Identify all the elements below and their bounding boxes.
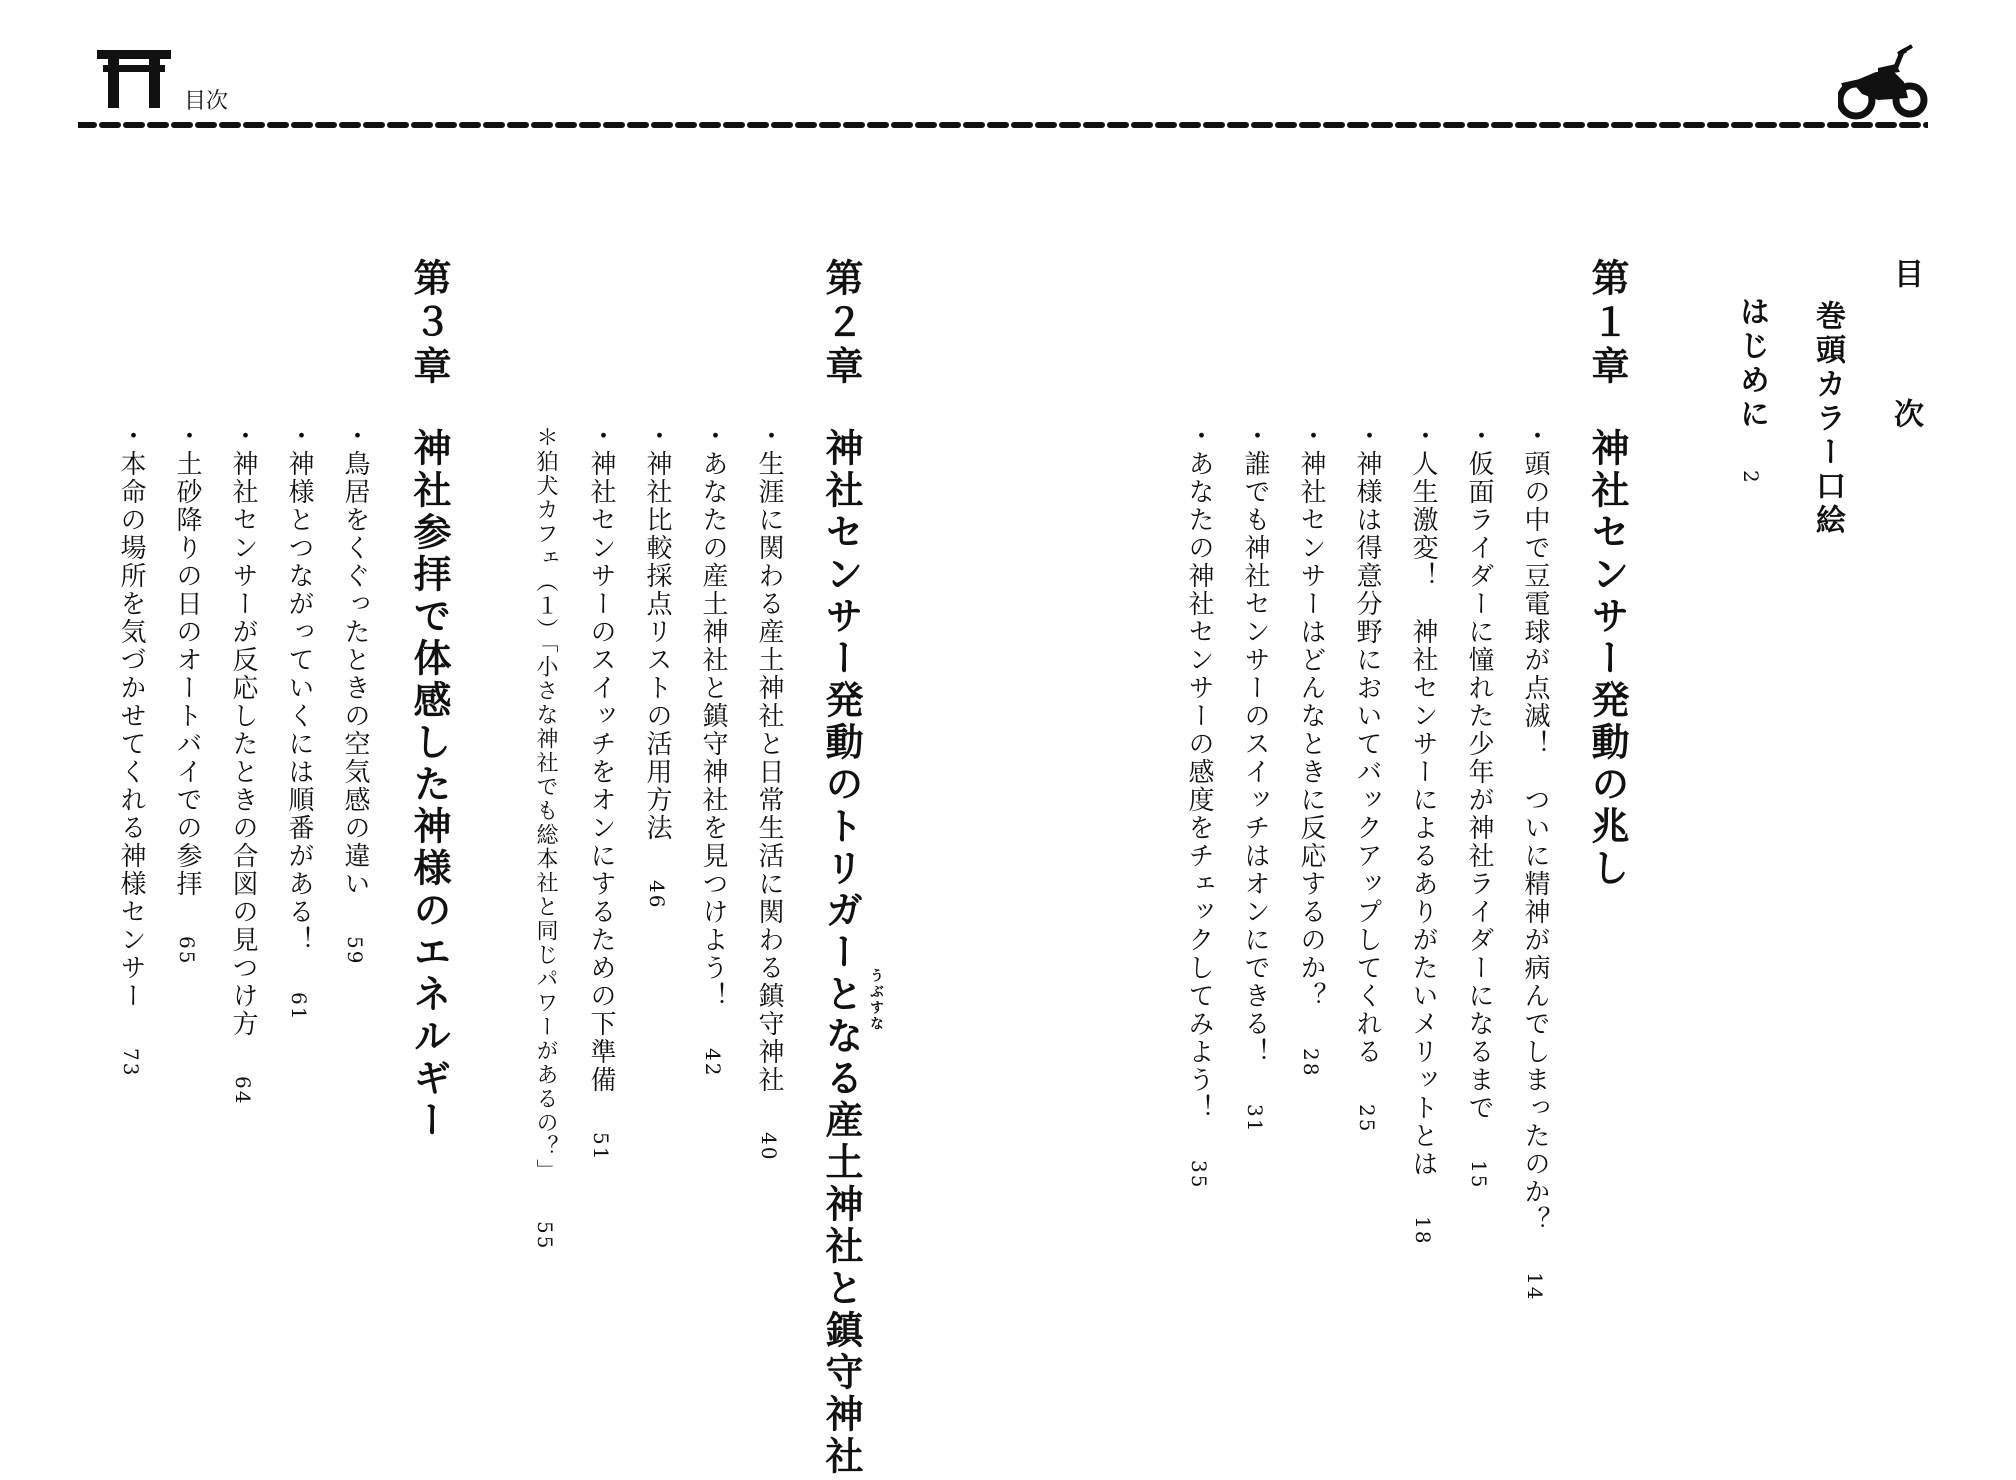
toc-item[interactable] [588, 422, 614, 1161]
page-number: 73 [119, 1048, 143, 1078]
toc-item-text: ・鳥居をくぐったときの空気感の違い [340, 422, 370, 898]
page-number: 51 [589, 1132, 613, 1162]
chapter-title[interactable]: 神社センサー発動の兆し [1585, 428, 1629, 890]
page-number: 61 [287, 992, 311, 1022]
toc-item-text: ・神社比較採点リストの活用方法 [642, 422, 672, 842]
page-number: 14 [1523, 1272, 1547, 1302]
toc-item-text: ・本命の場所を気づかせてくれる神様センサー [116, 422, 146, 1010]
toc-item[interactable] [118, 422, 144, 1077]
toc-item[interactable] [1466, 422, 1492, 1189]
toc-item[interactable] [644, 422, 670, 909]
toc-item-text: ・あなたの産土神社と鎮守神社を見つけよう！ [698, 422, 728, 1010]
page-number: 59 [343, 936, 367, 966]
furigana: うぶすな [868, 968, 884, 1032]
toc-item[interactable] [342, 422, 368, 965]
page-number: 65 [175, 936, 199, 966]
motorcycle-icon [1838, 42, 1928, 120]
toc-item-text: ・誰でも神社センサーのスイッチはオンにできる！ [1240, 422, 1270, 1066]
page-number: 46 [645, 880, 669, 910]
chapter-title[interactable]: 神社参拝で体感した神様のエネルギー [407, 428, 451, 1142]
header-title: 目次 [184, 89, 229, 114]
color-pages-entry[interactable]: 巻頭カラー口絵 [1810, 300, 1845, 538]
chapter-number: 第２章 [819, 258, 863, 390]
page-number: 31 [1243, 1104, 1267, 1134]
page-number: 18 [1411, 1216, 1435, 1246]
page-number: 25 [1355, 1104, 1379, 1134]
toc-item-text: ・神様は得意分野においてバックアップしてくれる [1352, 422, 1382, 1066]
toc-item-text: ・神社センサーはどんなときに反応するのか？ [1296, 422, 1326, 1010]
toc-item-text: ＊狛犬カフェ（１）「小さな神社でも総本社と同じパワーがあるの？」 [533, 426, 558, 1183]
page-number: 55 [533, 1221, 557, 1251]
toc-item[interactable] [700, 422, 726, 1077]
toc-item[interactable] [1522, 422, 1548, 1301]
toc-item[interactable] [174, 422, 200, 965]
toc-item-text: ・あなたの神社センサーの感度をチェックしてみよう！ [1184, 422, 1214, 1122]
page-number: 64 [231, 1076, 255, 1106]
page-number: 42 [701, 1048, 725, 1078]
toc-item[interactable] [1242, 422, 1268, 1133]
toc-item-text: ・仮面ライダーに憧れた少年が神社ライダーになるまで [1464, 422, 1494, 1122]
toc-item[interactable] [1298, 422, 1324, 1077]
toc-item-text: ・神社センサーのスイッチをオンにするための下準備 [586, 422, 616, 1094]
page-number: 35 [1187, 1160, 1211, 1190]
page-number: 28 [1299, 1048, 1323, 1078]
chapter-number: 第１章 [1585, 258, 1629, 390]
page-number: 15 [1467, 1160, 1491, 1190]
chapter-title[interactable]: 神社センサー発動のトリガーとなる産土神社と鎮守神社 [819, 428, 863, 1478]
toc-item[interactable] [1410, 422, 1436, 1245]
page-number: 2 [1739, 470, 1763, 487]
chapter-number: 第３章 [407, 258, 451, 390]
toc-item-text: ・土砂降りの日のオートバイでの参拝 [172, 422, 202, 898]
header-divider [78, 118, 1928, 132]
toc-item[interactable] [1354, 422, 1380, 1133]
toc-heading: 目 次 [1888, 258, 1923, 468]
toc-item-text: ・頭の中で豆電球が点滅！ ついに精神が病んでしまったのか？ [1520, 422, 1550, 1234]
toc-item-text: ・神様とつながっていくには順番がある！ [284, 422, 314, 954]
toc-item[interactable] [756, 422, 782, 1161]
toc-item[interactable] [230, 422, 256, 1105]
intro-entry[interactable] [1734, 296, 1769, 487]
toc-item[interactable] [286, 422, 312, 1021]
toc-item-text: ・生涯に関わる産土神社と日常生活に関わる鎮守神社 [754, 422, 784, 1094]
torii-icon [97, 50, 171, 108]
toc-item-text: ・神社センサーが反応したときの合図の見つけ方 [228, 422, 258, 1038]
toc-item[interactable] [1186, 422, 1212, 1189]
toc-item-text: ・人生激変！ 神社センサーによるありがたいメリットとは [1408, 422, 1438, 1178]
intro-label: はじめに [1734, 296, 1769, 432]
page-number: 40 [757, 1132, 781, 1162]
toc-item[interactable] [534, 426, 556, 1250]
